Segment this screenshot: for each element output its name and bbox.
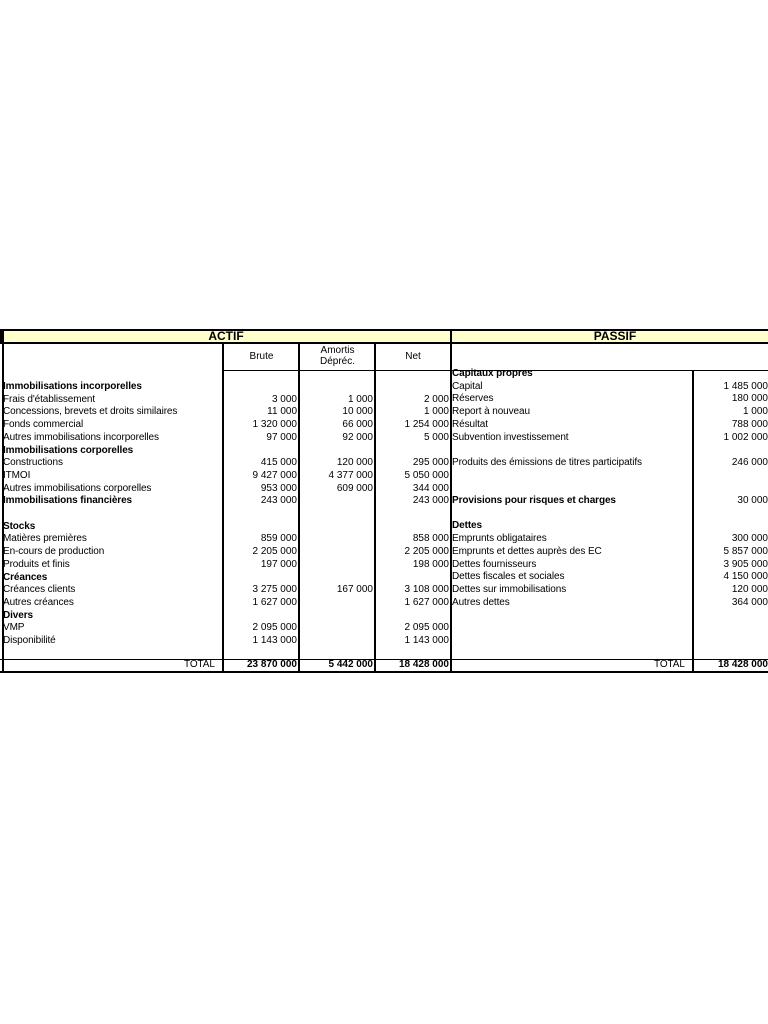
actif-row-brute: 1 320 000 [252, 419, 297, 431]
actif-row-brute: 243 000 [260, 495, 297, 507]
passif-row-value [694, 470, 768, 482]
column-header-brute: Brute [249, 351, 274, 362]
actif-row-amort [300, 381, 373, 393]
passif-row-value: 1 485 000 [723, 380, 768, 392]
actif-row-amort: 92 000 [342, 431, 373, 443]
actif-row-net: 3 108 000 [404, 584, 449, 596]
actif-total-amort: 5 442 000 [328, 659, 373, 670]
actif-row-net [376, 610, 449, 622]
actif-row-brute: 11 000 [267, 406, 297, 418]
actif-row-label: VMP [3, 622, 25, 634]
actif-row-amort [300, 508, 373, 520]
balance-sheet [0, 329, 768, 673]
passif-row-value [694, 444, 768, 456]
actif-row-net: 198 000 [412, 558, 449, 570]
actif-row-label: Constructions [3, 457, 63, 469]
actif-row-amort: 167 000 [336, 584, 373, 596]
actif-row-label: Frais d'établissement [3, 393, 96, 405]
actif-row-net: 295 000 [412, 457, 449, 469]
passif-row-value: 30 000 [737, 495, 768, 506]
passif-row-value: 180 000 [731, 393, 768, 405]
actif-row-amort [300, 546, 373, 558]
actif-row-amort [300, 521, 373, 533]
actif-header [0, 329, 452, 344]
actif-row-net: 2 095 000 [404, 622, 449, 634]
actif-row-brute: 9 427 000 [252, 469, 297, 481]
actif-row-net [376, 508, 449, 520]
passif-row-value: 1 000 [742, 406, 768, 418]
passif-row-value [694, 520, 768, 532]
passif-row-label: Dettes [452, 520, 482, 532]
actif-row-brute [224, 381, 297, 393]
passif-row-value: 1 002 000 [723, 431, 768, 443]
actif-row-net: 1 254 000 [404, 419, 449, 431]
column-header-amortis [300, 345, 375, 367]
actif-row-brute: 1 143 000 [252, 635, 297, 646]
actif-row-label: Divers [3, 609, 33, 621]
actif-row-net: 858 000 [412, 533, 449, 545]
actif-row-amort: 4 377 000 [328, 469, 373, 481]
actif-row-label: Créances [3, 571, 48, 583]
actif-header-label: ACTIF [208, 329, 244, 343]
passif-row-value [694, 368, 768, 380]
actif-row-brute: 1 627 000 [252, 596, 297, 608]
actif-row-net: 1 143 000 [404, 635, 449, 646]
actif-row-net: 5 050 000 [404, 469, 449, 481]
actif-row-net: 1 000 [423, 406, 449, 418]
actif-row-net: 344 000 [412, 482, 449, 494]
actif-row-brute [224, 521, 297, 533]
actif-row-net [376, 572, 449, 584]
actif-row-brute: 415 000 [260, 457, 297, 469]
passif-row-label: Dettes sur immobilisations [452, 583, 567, 595]
passif-row-label: Emprunts obligataires [452, 533, 547, 545]
actif-row-brute [224, 508, 297, 520]
actif-row-label: Immobilisations incorporelles [3, 381, 142, 392]
actif-row-label: Disponibilité [3, 635, 56, 646]
actif-row-label: Immobilisations financières [3, 495, 133, 507]
passif-row-label: Subvention investissement [452, 431, 569, 443]
actif-row-label: Autres créances [3, 596, 74, 608]
passif-header [450, 329, 768, 344]
actif-row-label: Autres immobilisations corporelles [3, 482, 152, 494]
actif-row-brute [224, 572, 297, 584]
column-header-amortis-line2: Dépréc. [319, 356, 355, 367]
actif-row-label: Immobilisations corporelles [3, 444, 134, 456]
actif-row-brute: 2 095 000 [252, 622, 297, 634]
actif-row-brute: 859 000 [260, 533, 297, 545]
passif-row-value: 5 857 000 [723, 545, 768, 557]
actif-row-label: ITMOI [3, 469, 31, 481]
actif-row-net: 5 000 [423, 431, 449, 443]
actif-row-brute [224, 610, 297, 622]
border-bottom [0, 671, 768, 673]
actif-row-brute: 953 000 [260, 482, 297, 494]
passif-header-label: PASSIF [593, 329, 637, 343]
actif-row-amort: 609 000 [336, 482, 373, 494]
passif-row-label: Report à nouveau [452, 406, 530, 418]
actif-row-amort: 1 000 [347, 393, 373, 405]
passif-row-value: 4 150 000 [723, 571, 768, 583]
actif-row-net [376, 445, 449, 457]
actif-row-brute: 97 000 [266, 431, 297, 443]
actif-row-brute: 2 205 000 [252, 546, 297, 558]
passif-row-label: Réserves [452, 393, 494, 405]
actif-row-amort [300, 610, 373, 622]
actif-row-label: Concessions, brevets et droits similaires [3, 406, 178, 418]
actif-row-label: Fonds commercial [3, 419, 84, 431]
actif-row-label: Stocks [3, 520, 36, 532]
passif-row-label: Dettes fiscales et sociales [452, 571, 565, 583]
actif-row-amort [300, 533, 373, 545]
actif-row-amort [300, 495, 373, 507]
actif-row-net: 2 000 [423, 393, 449, 405]
passif-row-value: 120 000 [731, 583, 768, 595]
actif-row-amort: 120 000 [336, 457, 373, 469]
line-under-subheaders [222, 370, 452, 371]
actif-row-brute: 3 000 [271, 393, 297, 405]
passif-row-label: Résultat [452, 418, 488, 430]
passif-row-value: 3 905 000 [723, 558, 768, 570]
actif-row-net [376, 381, 449, 393]
actif-row-amort: 66 000 [342, 419, 373, 431]
actif-row-net: 2 205 000 [404, 546, 449, 558]
actif-row-amort [300, 445, 373, 457]
actif-row-net [376, 521, 449, 533]
passif-row-label: Capital [452, 380, 483, 392]
actif-row-brute [224, 445, 297, 457]
actif-row-label: Autres immobilisations incorporelles [3, 431, 159, 443]
passif-row-value [694, 482, 768, 494]
passif-total-label: TOTAL [654, 659, 685, 670]
passif-row-label: Dettes fournisseurs [452, 558, 537, 570]
actif-row-label: En-cours de production [3, 546, 105, 558]
actif-total-net: 18 428 000 [398, 659, 449, 670]
actif-total-label: TOTAL [184, 659, 215, 670]
actif-row-amort [300, 597, 373, 609]
passif-total-value: 18 428 000 [717, 659, 768, 670]
actif-total-brute: 23 870 000 [246, 659, 297, 670]
passif-row-label: Capitaux propres [452, 368, 533, 379]
passif-row-value: 300 000 [731, 533, 768, 545]
passif-row-label: Autres dettes [452, 596, 510, 608]
actif-row-label: Créances clients [3, 584, 76, 596]
passif-row-value [694, 508, 768, 520]
actif-row-net: 1 627 000 [404, 596, 449, 608]
passif-row-label: Provisions pour risques et charges [452, 495, 616, 506]
column-header-net: Net [405, 351, 421, 362]
actif-row-amort [300, 635, 373, 647]
passif-row-value: 364 000 [731, 596, 768, 608]
actif-row-net: 243 000 [412, 495, 449, 507]
actif-row-label: Matières premières [3, 533, 87, 545]
actif-row-amort [300, 622, 373, 634]
actif-row-amort [300, 572, 373, 584]
passif-row-value: 246 000 [731, 456, 768, 468]
actif-row-label: Produits et finis [3, 558, 70, 570]
passif-row-label: Produits des émissions de titres participatifs [452, 456, 642, 468]
actif-row-amort [300, 559, 373, 571]
actif-row-amort: 10 000 [342, 406, 373, 418]
actif-row-brute: 197 000 [260, 558, 297, 570]
column-header-amortis-line1: Amortis [320, 345, 355, 356]
passif-row-label: Emprunts et dettes auprès des EC [452, 545, 602, 557]
actif-row-brute: 3 275 000 [252, 584, 297, 596]
passif-row-value: 788 000 [731, 418, 768, 430]
